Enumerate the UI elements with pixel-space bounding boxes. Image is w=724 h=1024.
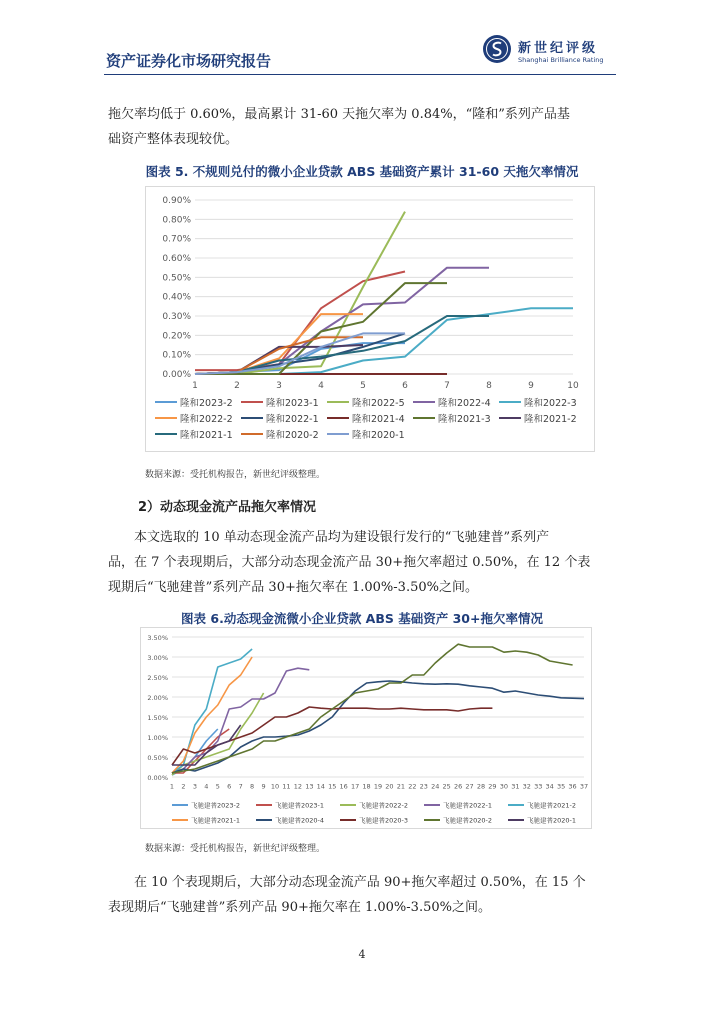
intro-paragraph [108, 102, 620, 152]
legend-label: 隆和2022-1 [266, 413, 319, 425]
x-tick-label: 30 [499, 782, 509, 791]
legend-label: 飞驰建普2022-2 [359, 801, 409, 810]
y-tick-label: 0.00% [162, 370, 191, 380]
section-heading: 2）动态现金流产品拖欠率情况 [138, 500, 317, 515]
legend-label: 飞驰建普2020-1 [527, 816, 577, 825]
legend-label: 隆和2023-1 [266, 397, 319, 409]
y-tick-label: 0.40% [162, 292, 191, 303]
x-tick-label: 14 [316, 782, 325, 791]
legend-label: 隆和2021-4 [352, 413, 405, 425]
x-tick-label: 1 [169, 782, 175, 791]
y-tick-label: 0.90% [162, 196, 191, 206]
legend-label: 飞驰建普2021-2 [527, 801, 577, 810]
page-number: 4 [358, 948, 366, 961]
legend-label: 飞驰建普2023-1 [275, 801, 325, 810]
x-tick-label: 27 [465, 782, 474, 791]
x-tick-label: 26 [453, 782, 463, 791]
x-tick-label: 8 [250, 782, 255, 791]
paragraph-line: 在 10 个表现期后，大部分动态现金流产品 90+拖欠率超过 0.50%，在 15 个 [134, 875, 586, 890]
y-tick-label: 1.50% [147, 714, 168, 722]
logo-chinese-name: 新世纪评级 [518, 41, 599, 56]
x-tick-label: 6 [227, 782, 232, 791]
legend-label: 飞驰建普2022-1 [443, 801, 493, 810]
x-tick-label: 4 [204, 782, 209, 791]
paragraph-line: 现期后“飞驰建普”系列产品 30+拖欠率在 1.00%-3.50%之间。 [108, 580, 478, 595]
x-tick-label: 22 [408, 782, 417, 791]
x-tick-label: 13 [305, 782, 314, 791]
report-title: 资产证券化市场研究报告 [106, 52, 272, 70]
x-tick-label: 21 [396, 782, 406, 791]
x-tick-label: 11 [282, 782, 291, 791]
figure6-chart [140, 627, 592, 829]
y-tick-label: 1.00% [147, 734, 168, 742]
y-tick-label: 0.00% [147, 774, 168, 782]
x-tick-label: 25 [442, 782, 451, 791]
x-tick-label: 24 [431, 782, 440, 791]
x-tick-label: 2 [234, 381, 240, 391]
x-tick-label: 18 [362, 782, 371, 791]
closing-paragraph [108, 870, 620, 920]
y-tick-label: 2.00% [147, 694, 168, 702]
x-tick-label: 36 [568, 782, 577, 791]
x-tick-label: 2 [181, 782, 186, 791]
y-tick-label: 2.50% [147, 674, 168, 682]
figure6-source: 数据来源：受托机构报告，新世纪评级整理。 [145, 844, 326, 854]
y-tick-label: 0.20% [162, 331, 191, 342]
x-tick-label: 5 [360, 381, 366, 391]
legend-label: 飞驰建普2023-2 [191, 801, 241, 810]
x-tick-label: 9 [261, 782, 266, 791]
figure5-source: 数据来源：受托机构报告，新世纪评级整理。 [145, 470, 326, 480]
x-tick-label: 5 [215, 782, 220, 791]
y-tick-label: 0.10% [162, 350, 191, 361]
legend-label: 隆和2021-3 [438, 413, 491, 425]
x-tick-label: 29 [488, 782, 497, 791]
logo-english-name: Shanghai Brilliance Rating [518, 56, 604, 64]
chart-frame [146, 187, 595, 452]
x-tick-label: 23 [419, 782, 428, 791]
figure5-chart [145, 186, 595, 452]
legend-label: 飞驰建普2020-3 [359, 816, 409, 825]
x-tick-label: 33 [534, 782, 543, 791]
x-tick-label: 8 [486, 381, 492, 391]
y-tick-label: 3.50% [147, 634, 168, 642]
legend-label: 飞驰建普2020-2 [443, 816, 493, 825]
x-tick-label: 9 [528, 381, 534, 391]
x-tick-label: 19 [373, 782, 383, 791]
y-tick-label: 0.60% [162, 254, 191, 264]
x-tick-label: 35 [556, 782, 566, 791]
x-tick-label: 17 [350, 782, 360, 791]
x-tick-label: 4 [318, 381, 324, 391]
x-tick-label: 3 [192, 782, 197, 791]
section2-paragraph [108, 525, 620, 600]
logo-emblem-icon [482, 34, 512, 64]
paragraph-line: 表现期后“飞驰建普”系列产品 90+拖欠率在 1.00%-3.50%之间。 [108, 900, 491, 915]
paragraph-line: 本文选取的 10 单动态现金流产品均为建设银行发行的“飞驰建普”系列产 [134, 530, 550, 545]
x-tick-label: 6 [402, 381, 408, 391]
legend-label: 隆和2020-2 [266, 429, 319, 441]
figure6-title: 图表 6.动态现金流微小企业贷款 ABS 基础资产 30+拖欠率情况 [181, 611, 543, 626]
y-tick-label: 0.30% [162, 312, 191, 322]
header-divider [104, 74, 616, 75]
x-tick-label: 3 [276, 381, 282, 391]
x-tick-label: 12 [293, 782, 303, 791]
y-tick-label: 0.50% [147, 754, 168, 762]
y-tick-label: 0.70% [162, 234, 191, 245]
legend-label: 隆和2022-2 [180, 413, 233, 425]
y-tick-label: 0.80% [162, 215, 191, 226]
y-tick-label: 3.00% [147, 654, 168, 662]
paragraph-line: 础资产整体表现较优。 [108, 132, 239, 147]
x-tick-label: 37 [579, 782, 589, 791]
x-tick-label: 34 [545, 782, 554, 791]
legend-label: 隆和2021-1 [180, 429, 233, 441]
paragraph-line: 品，在 7 个表现期后，大部分动态现金流产品 30+拖欠率超过 0.50%，在 12 个表 [108, 555, 591, 570]
legend-label: 隆和2021-2 [524, 413, 577, 425]
x-tick-label: 10 [270, 782, 280, 791]
x-tick-label: 20 [385, 782, 394, 791]
legend-label: 隆和2022-4 [438, 397, 491, 409]
x-tick-label: 28 [476, 782, 486, 791]
x-tick-label: 16 [339, 782, 348, 791]
paragraph-line: 拖欠率均低于 0.60%，最高累计 31-60 天拖欠率为 0.84%，“隆和”系列产品基 [108, 107, 570, 122]
legend-label: 隆和2022-5 [352, 397, 405, 409]
y-tick-label: 0.50% [162, 273, 191, 284]
x-tick-label: 10 [567, 381, 579, 391]
x-tick-label: 15 [328, 782, 337, 791]
legend-label: 飞驰建普2020-4 [275, 816, 325, 825]
legend-label: 隆和2023-2 [180, 397, 233, 409]
x-tick-label: 7 [238, 782, 243, 791]
legend-label: 飞驰建普2021-1 [191, 816, 241, 825]
x-tick-label: 7 [444, 381, 450, 391]
brand-logo [482, 34, 622, 70]
x-tick-label: 31 [511, 782, 520, 791]
chart-frame [141, 628, 592, 829]
x-tick-label: 1 [192, 381, 198, 391]
legend-label: 隆和2020-1 [352, 429, 405, 441]
legend-label: 隆和2022-3 [524, 397, 577, 409]
x-tick-label: 32 [522, 782, 531, 791]
figure5-title: 图表 5. 不规则兑付的微小企业贷款 ABS 基础资产累计 31-60 天拖欠率情况 [145, 164, 579, 179]
